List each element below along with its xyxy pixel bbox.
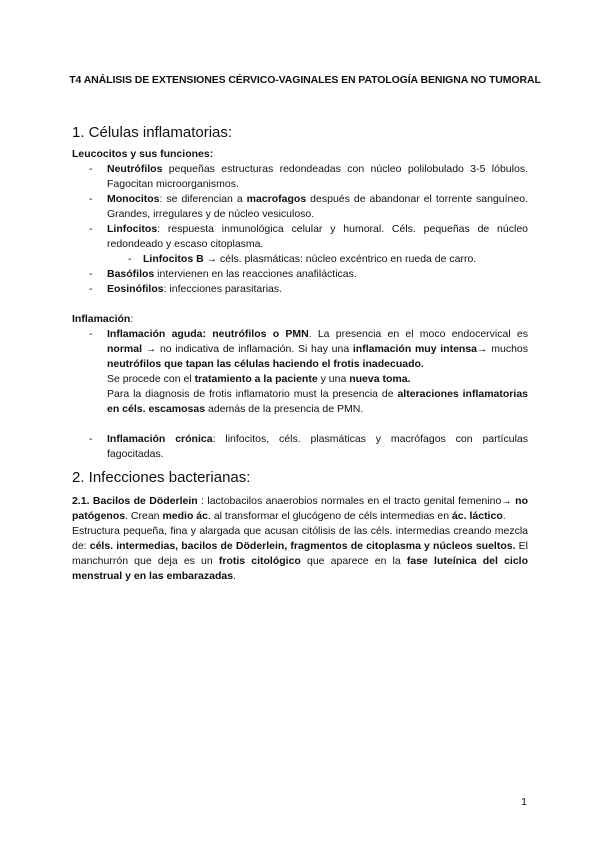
estructura-text-2: El manchurrón que deja es un — [72, 540, 528, 567]
term-linfocitos-b: Linfocitos B — [143, 253, 204, 265]
spacer — [72, 417, 528, 432]
desc-basofilos: intervienen en las reacciones anafilácticas. — [154, 268, 357, 280]
cronica-term: Inflamación crónica — [107, 433, 213, 445]
aguda-tratamiento: tratamiento a la paciente — [194, 373, 318, 385]
doderlein-text-1: : lactobacilos anaerobios normales en el tracto genital femenino→ — [197, 495, 516, 507]
aguda-diagnosis-paragraph — [107, 387, 528, 417]
estructura-text-1: Estructura pequeña, fina y alargada que acusan citólisis de las céls. intermedias creando mezcla de: — [72, 525, 528, 552]
leucocitos-list — [72, 162, 528, 297]
inflamacion-list — [72, 327, 528, 417]
linfocitos-sublist — [72, 252, 528, 267]
desc-monocitos-a: : se diferencian a — [159, 193, 247, 205]
list-item-monocitos — [72, 192, 528, 222]
doderlein-term: 2.1. Bacilos de Döderlein — [72, 495, 198, 507]
desc-neutrofilos: pequeñas estructuras redondeadas con núcleo polilobulado 3-5 lóbulos. Fagocitan microorganismos. — [107, 163, 528, 190]
estructura-mezcla: céls. intermedias, bacilos de Döderlein, fragmentos de citoplasma y núcleos sueltos. — [89, 540, 516, 552]
section-celulas-body — [72, 147, 528, 462]
leucocitos-subheading: Leucocitos y sus funciones: — [72, 148, 214, 160]
list-item-neutrofilos — [72, 162, 528, 192]
list-item-linfocitos — [72, 222, 528, 267]
estructura-frotis: frotis citológico — [218, 555, 301, 567]
doderlein-no-patogenos: no patógenos — [72, 495, 528, 522]
doderlein-medio-ac: medio ác — [162, 510, 208, 522]
doderlein-paragraph — [72, 494, 528, 524]
inflamacion-label: Inflamación — [72, 313, 131, 325]
cronica-text: : linfocitos, céls. plasmáticas y macrófagos con partículas fagocitadas. — [107, 433, 528, 460]
term-neutrofilos: Neutrófilos — [107, 163, 163, 175]
list-item-basofilos — [72, 267, 528, 282]
aguda-tratamiento-line — [107, 372, 528, 387]
term-monocitos: Monocitos — [107, 193, 160, 205]
aguda-intensa: inflamación muy intensa — [352, 343, 478, 355]
inflamacion-subheading — [72, 312, 528, 327]
term-basofilos: Basófilos — [107, 268, 155, 280]
list-item-eosinofilos — [72, 282, 528, 297]
aguda-text-6: Para la diagnosis de frotis inflamatorio must la presencia de — [107, 388, 398, 400]
aguda-neutrofilos-tapan: neutrófilos que tapan las células haciendo el frotis inadecuado. — [107, 358, 424, 370]
aguda-text-2: → no indicativa de inflamación. Si hay una — [142, 343, 353, 355]
list-item-linfocitos-b — [72, 252, 528, 267]
desc-eosinofilos: : infecciones parasitarias. — [163, 283, 283, 295]
inflamacion-colon: : — [130, 313, 134, 325]
estructura-text-3: que aparece en la — [300, 555, 407, 567]
desc-linfocitos: : respuesta inmunológica celular y humoral. Céls. pequeñas de núcleo redondeado y escaso citoplasma. — [107, 223, 528, 250]
aguda-term: Inflamación aguda: neutrófilos o PMN — [107, 328, 309, 340]
spacer — [72, 297, 528, 312]
aguda-text-3: → muchos — [477, 343, 528, 355]
estructura-paragraph — [72, 524, 528, 584]
inflamacion-cronica-list — [72, 432, 528, 462]
section-heading-infecciones: 2. Infecciones bacterianas: — [72, 469, 251, 486]
aguda-nueva-toma: nueva toma. — [349, 373, 411, 385]
section-infecciones-body — [72, 494, 528, 584]
list-item-inflamacion-aguda — [72, 327, 528, 417]
aguda-normal: normal — [107, 343, 143, 355]
desc-monocitos-b: después de abandonar el torrente sanguíneo. Grandes, irregulares y de núcleo vesiculoso. — [107, 193, 528, 220]
list-item-inflamacion-cronica — [72, 432, 528, 462]
section-heading-celulas: 1. Células inflamatorias: — [72, 124, 233, 141]
estructura-text-4: . — [233, 570, 237, 582]
aguda-text-1: . La presencia en el moco endocervical es — [308, 328, 528, 340]
aguda-alteraciones: alteraciones inflamatorias en céls. escamosas — [107, 388, 528, 415]
desc-linfocitos-b: → céls. plasmáticas: núcleo excéntrico en rueda de carro. — [203, 253, 477, 265]
aguda-text-7: además de la presencia de PMN. — [205, 403, 364, 415]
doderlein-text-2: . Crean — [125, 510, 163, 522]
document-title: T4 ANÁLISIS DE EXTENSIONES CÉRVICO-VAGINALES EN PATOLOGÍA BENIGNA NO TUMORAL — [69, 74, 541, 86]
aguda-text-5: y una — [317, 373, 350, 385]
term-macrofagos: macrofagos — [246, 193, 307, 205]
page-number: 1 — [521, 796, 527, 808]
doderlein-ac-lactico: ác. láctico — [451, 510, 503, 522]
term-eosinofilos: Eosinófilos — [107, 283, 164, 295]
term-linfocitos: Linfocitos — [107, 223, 158, 235]
aguda-text-4: Se procede con el — [107, 373, 195, 385]
estructura-fase: fase luteínica del ciclo menstrual y en las embarazadas — [72, 555, 529, 582]
doderlein-text-3: . al transformar el glucógeno de céls intermedias en — [207, 510, 452, 522]
doderlein-text-4: . — [502, 510, 506, 522]
